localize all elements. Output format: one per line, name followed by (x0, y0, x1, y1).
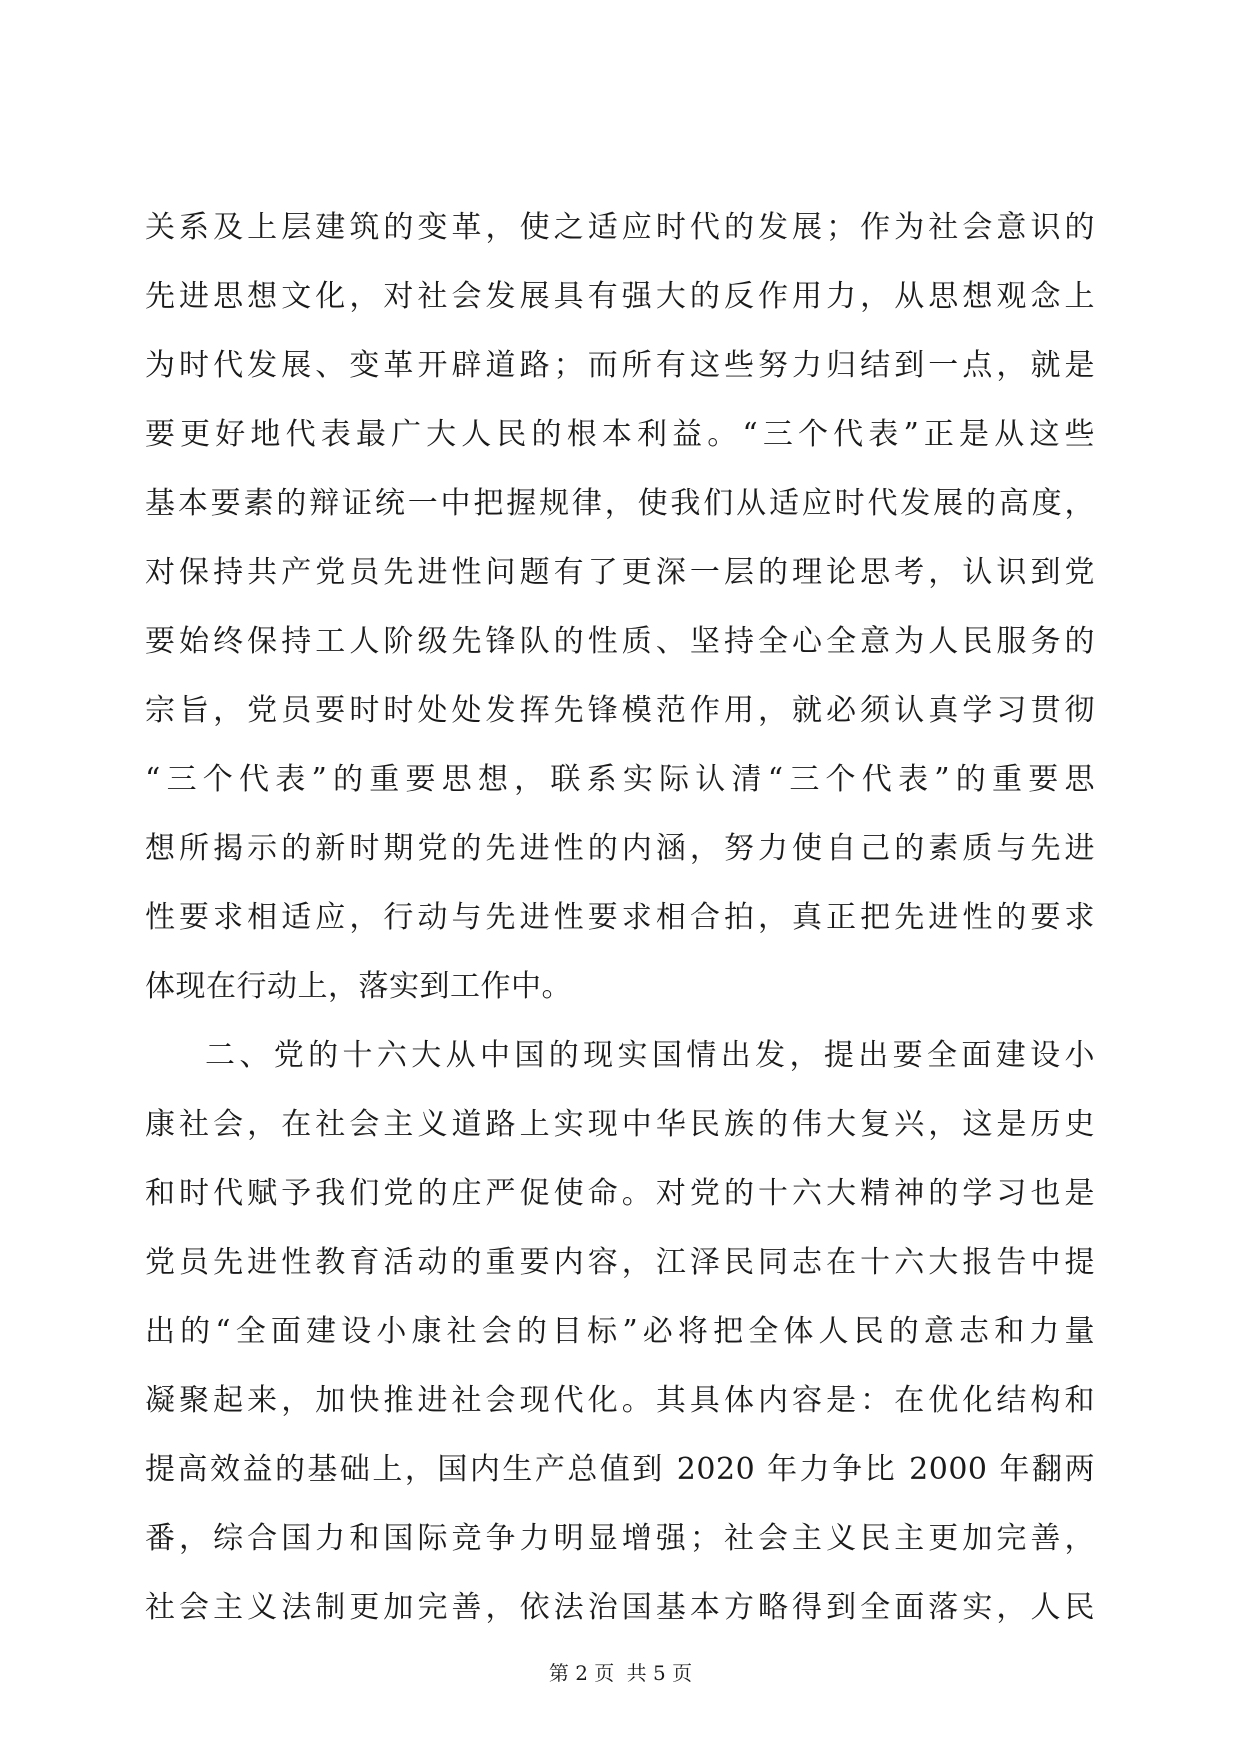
text-line: 要始终保持工人阶级先锋队的性质、坚持全心全意为人民服务的 (145, 624, 1095, 659)
text-line: 为时代发展、变革开辟道路；而所有这些努力归结到一点，就是 (145, 348, 1095, 383)
page-footer (0, 1660, 1241, 1686)
paragraph-start-line: 二、党的十六大从中国的现实国情出发，提出要全面建设小 (205, 1038, 1095, 1073)
text-line: 宗旨，党员要时时处处发挥先锋模范作用，就必须认真学习贯彻 (145, 693, 1095, 728)
text-line: 党员先进性教育活动的重要内容，江泽民同志在十六大报告中提 (145, 1245, 1095, 1280)
text-line: “三个代表”的重要思想，联系实际认清“三个代表”的重要思 (145, 762, 1095, 797)
text-line: 体现在行动上，落实到工作中。 (145, 969, 572, 1004)
text-line: 要更好地代表最广大人民的根本利益。“三个代表”正是从这些 (145, 417, 1095, 452)
text-line: 出的“全面建设小康社会的目标”必将把全体人民的意志和力量 (145, 1314, 1095, 1349)
text-line: 基本要素的辩证统一中把握规律，使我们从适应时代发展的高度， (145, 486, 1095, 521)
text-line: 凝聚起来，加快推进社会现代化。其具体内容是：在优化结构和 (145, 1383, 1095, 1418)
page-total: 共 5 页 (626, 1661, 693, 1685)
text-line: 提高效益的基础上，国内生产总值到 2020 年力争比 2000 年翻两 (145, 1452, 1095, 1487)
text-line: 关系及上层建筑的变革，使之适应时代的发展；作为社会意识的 (145, 210, 1095, 245)
text-line: 性要求相适应，行动与先进性要求相合拍，真正把先进性的要求 (145, 900, 1095, 935)
text-line: 康社会，在社会主义道路上实现中华民族的伟大复兴，这是历史 (145, 1107, 1095, 1142)
text-line: 先进思想文化，对社会发展具有强大的反作用力，从思想观念上 (145, 279, 1095, 314)
text-line: 番，综合国力和国际竞争力明显增强；社会主义民主更加完善， (145, 1521, 1095, 1556)
text-line: 对保持共产党员先进性问题有了更深一层的理论思考，认识到党 (145, 555, 1095, 590)
text-line: 和时代赋予我们党的庄严促使命。对党的十六大精神的学习也是 (145, 1176, 1095, 1211)
page-number: 第 2 页 (548, 1661, 615, 1685)
text-line: 想所揭示的新时期党的先进性的内涵，努力使自己的素质与先进 (145, 831, 1095, 866)
text-line: 社会主义法制更加完善，依法治国基本方略得到全面落实，人民 (145, 1590, 1095, 1625)
